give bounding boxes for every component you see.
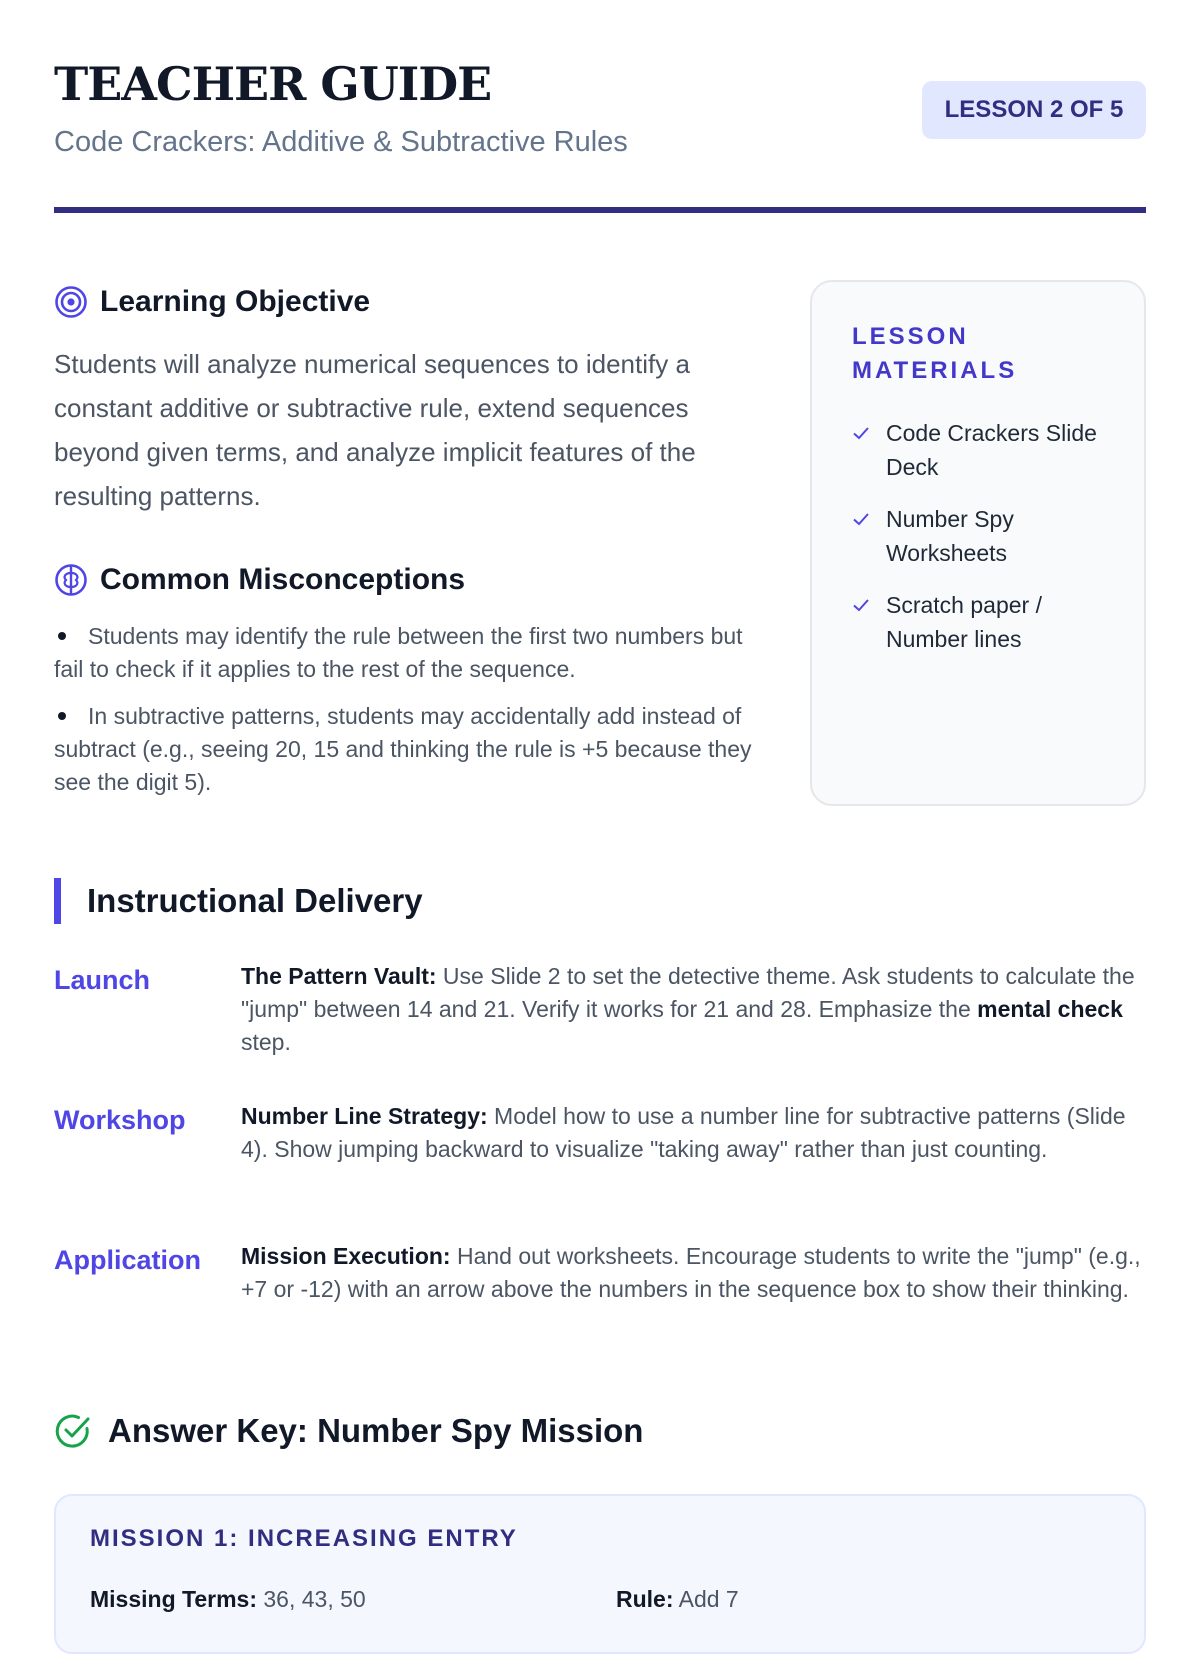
teacher-guide-page: [54, 0, 1146, 1612]
misconceptions-list: [54, 620, 774, 799]
misconceptions-title: Common Misconceptions: [100, 563, 466, 596]
checkmark-icon: [852, 424, 870, 442]
checkmark-icon: [852, 596, 870, 614]
overview-column: [54, 280, 774, 813]
bullet-icon: [58, 632, 66, 640]
phase-description: The Pattern Vault: Use Slide 2 to set the detective theme. Ask students to calculate the "jump" between 14 and 21. Verify it works for 21 and 28. Emphasize the mental check step.: [241, 963, 1135, 1055]
list-item: Students may identify the rule between the first two numbers but fail to check if it applies to the rest of the sequence.: [54, 623, 743, 682]
page-title: TEACHER GUIDE: [54, 57, 492, 111]
brain-icon: [54, 563, 88, 597]
phase-description: Number Line Strategy: Model how to use a number line for subtractive patterns (Slide 4). Show jumping backward to visualize "taking away" rather than just counting.: [241, 1103, 1126, 1162]
header-divider: [54, 207, 1146, 213]
list-item: In subtractive patterns, students may accidentally add instead of subtract (e.g., seeing 20, 15 and thinking the rule is +5 because they see the digit 5).: [54, 703, 752, 795]
guide-header: [54, 56, 1146, 216]
list-item: Number Spy Worksheets: [852, 502, 1122, 570]
mission-rule: Rule: Add 7: [616, 1586, 739, 1612]
heading-accent-bar: [54, 878, 61, 924]
answer-key-heading: [54, 1408, 954, 1458]
mission-card: [54, 1494, 1146, 1654]
materials-list: [852, 416, 1122, 674]
materials-title: LESSON MATERIALS: [852, 323, 1018, 384]
objective-text: Students will analyze numerical sequences to identify a constant additive or subtractive rule, extend sequences beyond given terms, and analyze implicit features of the resulting patterns.: [54, 349, 696, 511]
delivery-title: Instructional Delivery: [87, 882, 423, 919]
answer-key-title: Answer Key: Number Spy Mission: [108, 1412, 644, 1449]
misconceptions-heading: [54, 558, 774, 602]
page-subtitle: Code Crackers: Additive & Subtractive Rules: [54, 126, 628, 158]
phase-label: Application: [54, 1245, 201, 1275]
missing-terms: Missing Terms: 36, 43, 50: [90, 1586, 366, 1612]
delivery-heading: [54, 876, 854, 924]
lesson-badge: LESSON 2 OF 5: [922, 81, 1146, 139]
lesson-materials-card: [810, 280, 1146, 806]
bullet-icon: [58, 712, 66, 720]
target-icon: [54, 285, 88, 319]
objective-title: Learning Objective: [100, 285, 371, 318]
list-item: Code Crackers Slide Deck: [852, 416, 1122, 484]
mission-title: MISSION 1: INCREASING ENTRY: [90, 1525, 518, 1552]
phase-description: Mission Execution: Hand out worksheets. Encourage students to write the "jump" (e.g., +7 or -12) with an arrow above the numbers in the sequence box to show their thinking.: [241, 1243, 1141, 1302]
phase-label: Workshop: [54, 1105, 186, 1135]
checkmark-icon: [852, 510, 870, 528]
check-circle-icon: [54, 1412, 92, 1450]
objective-heading: [54, 280, 774, 324]
phase-label: Launch: [54, 965, 151, 995]
list-item: Scratch paper / Number lines: [852, 588, 1122, 656]
